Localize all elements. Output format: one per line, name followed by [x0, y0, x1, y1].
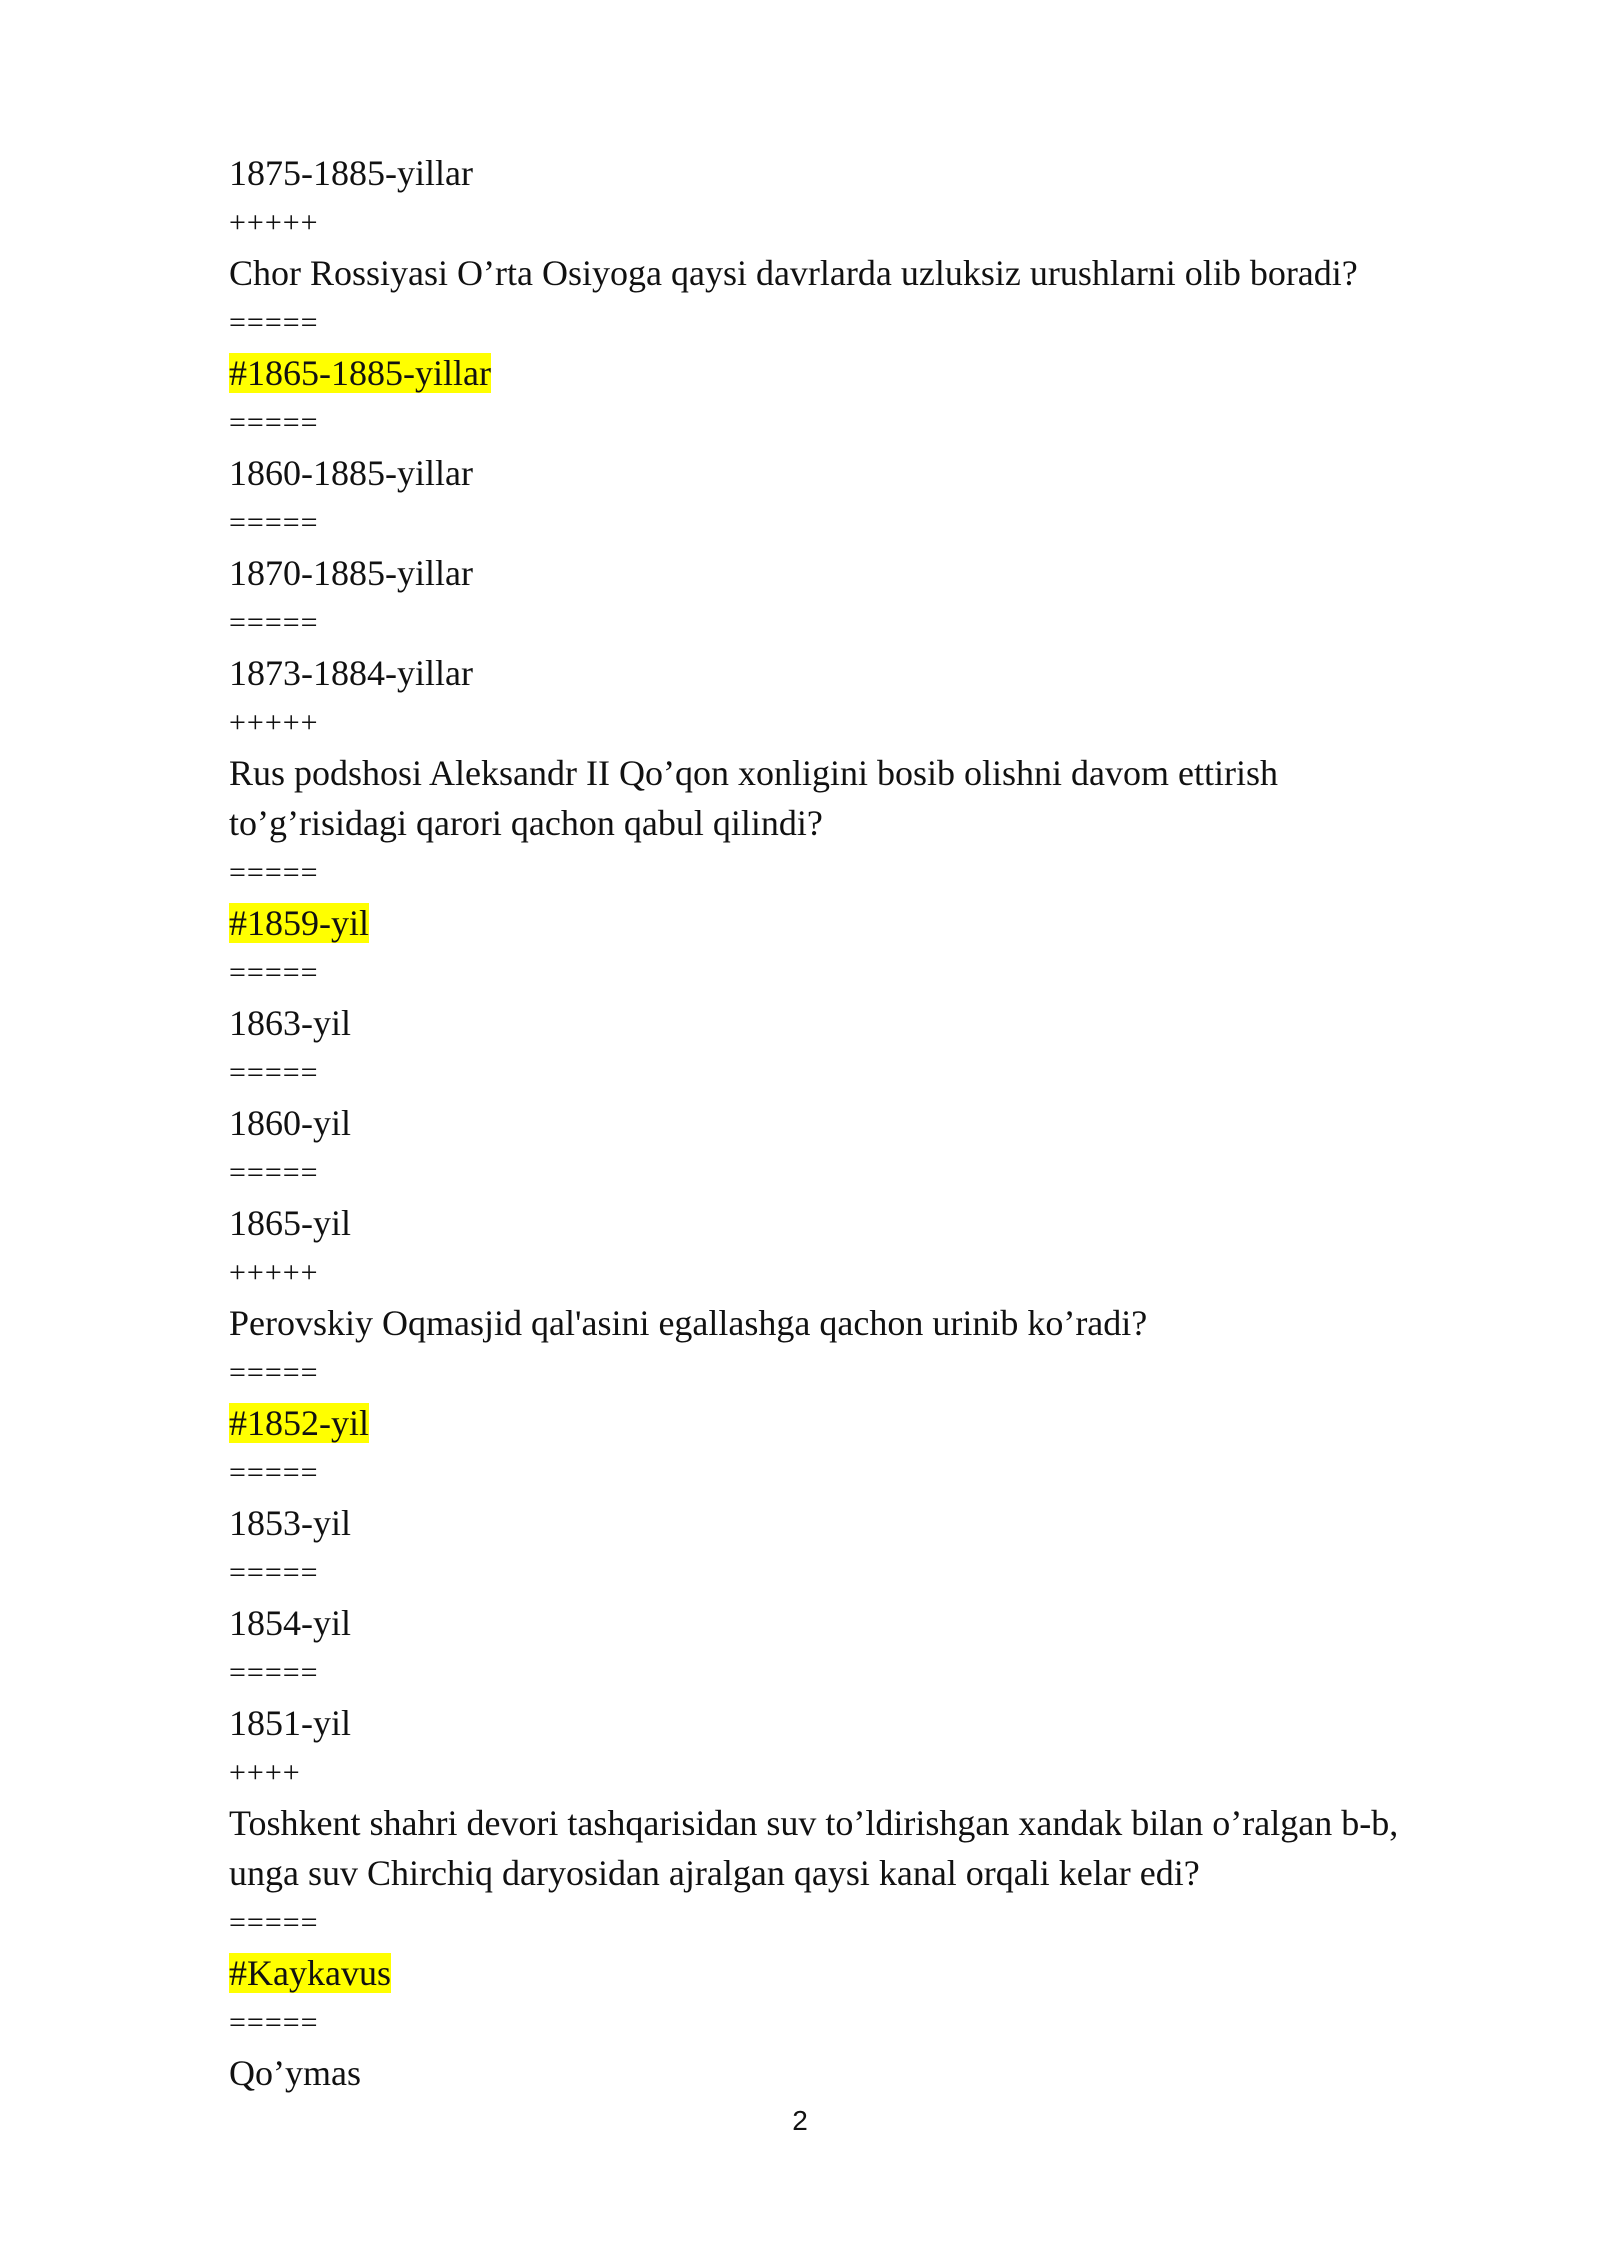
correct-answer-highlight: #Kaykavus	[229, 1953, 391, 1993]
answer-separator: =====	[229, 1056, 319, 1089]
question-text: Rus podshosi Aleksandr II Qo’qon xonligini bosib olishni davom ettirish	[229, 753, 1278, 793]
answer-separator: =====	[229, 1356, 319, 1389]
answer-option: 1854-yil	[229, 1603, 351, 1643]
answer-separator: =====	[229, 506, 319, 539]
answer-separator: =====	[229, 1656, 319, 1689]
answer-separator: =====	[229, 1556, 319, 1589]
answer-separator: =====	[229, 856, 319, 889]
answer-option: 1873-1884-yillar	[229, 653, 473, 693]
question-text: Chor Rossiyasi O’rta Osiyoga qaysi davrlarda uzluksiz urushlarni olib boradi?	[229, 253, 1358, 293]
answer-option: 1865-yil	[229, 1203, 351, 1243]
question-separator: +++++	[229, 206, 319, 239]
correct-answer-highlight: #1852-yil	[229, 1403, 369, 1443]
question-text: to’g’risidagi qarori qachon qabul qilindi?	[229, 803, 823, 843]
page-number: 2	[792, 2105, 808, 2136]
answer-separator: =====	[229, 606, 319, 639]
answer-option: 1860-yil	[229, 1103, 351, 1143]
answer-option: 1851-yil	[229, 1703, 351, 1743]
question-separator: +++++	[229, 706, 319, 739]
question-text: Toshkent shahri devori tashqarisidan suv to’ldirishgan xandak bilan o’ralgan b-b,	[229, 1803, 1399, 1843]
document-body	[229, 148, 1479, 2098]
correct-answer-line	[229, 1398, 1479, 1448]
answer-option: 1875-1885-yillar	[229, 153, 473, 193]
answer-separator: =====	[229, 1456, 319, 1489]
answer-option: 1863-yil	[229, 1003, 351, 1043]
correct-answer-line	[229, 1948, 1479, 1998]
question-text: Perovskiy Oqmasjid qal'asini egallashga qachon urinib ko’radi?	[229, 1303, 1148, 1343]
answer-separator: =====	[229, 1156, 319, 1189]
answer-separator: =====	[229, 306, 319, 339]
answer-separator: =====	[229, 956, 319, 989]
question-separator: ++++	[229, 1756, 301, 1789]
answer-option: 1853-yil	[229, 1503, 351, 1543]
answer-option: Qo’ymas	[229, 2053, 361, 2093]
correct-answer-line	[229, 348, 1479, 398]
correct-answer-highlight: #1859-yil	[229, 903, 369, 943]
answer-option: 1870-1885-yillar	[229, 553, 473, 593]
question-text: unga suv Chirchiq daryosidan ajralgan qaysi kanal orqali kelar edi?	[229, 1853, 1200, 1893]
answer-separator: =====	[229, 406, 319, 439]
answer-separator: =====	[229, 1906, 319, 1939]
question-separator: +++++	[229, 1256, 319, 1289]
answer-separator: =====	[229, 2006, 319, 2039]
answer-option: 1860-1885-yillar	[229, 453, 473, 493]
correct-answer-highlight: #1865-1885-yillar	[229, 353, 491, 393]
correct-answer-line	[229, 898, 1479, 948]
